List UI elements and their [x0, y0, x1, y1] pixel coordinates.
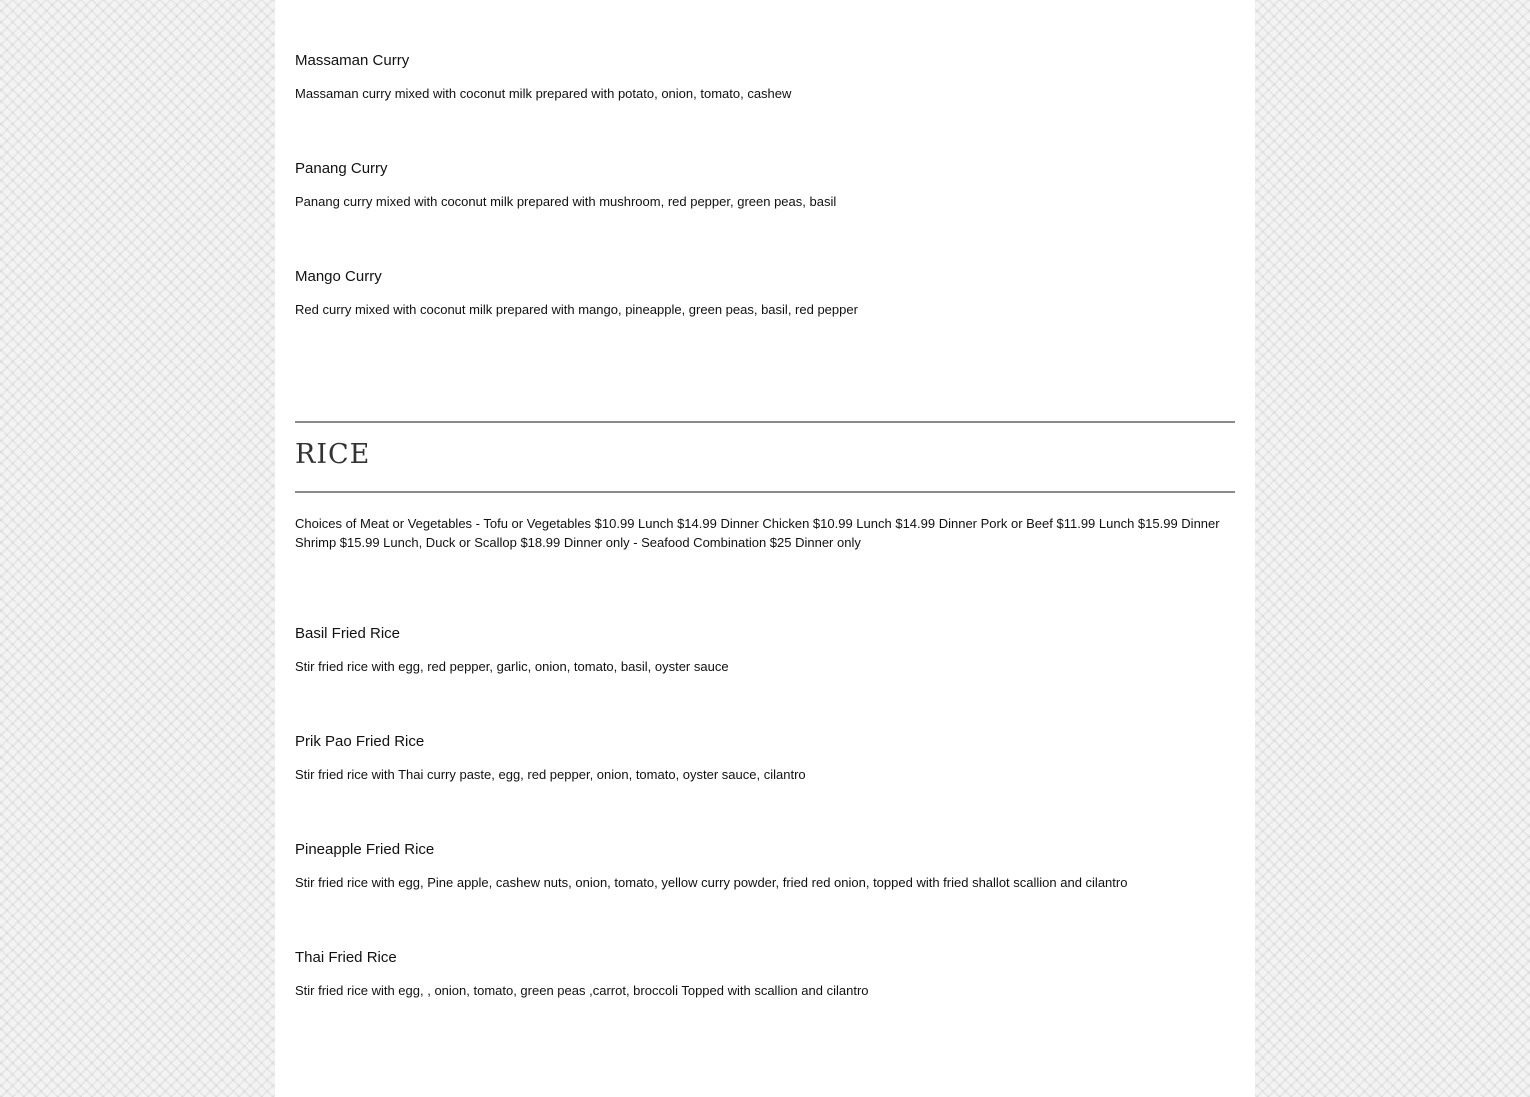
- section-divider-bottom: [295, 491, 1235, 493]
- menu-item-name: Massaman Curry: [295, 52, 410, 69]
- menu-item-mango-curry: [295, 268, 1235, 319]
- menu-item-name: Prik Pao Fried Rice: [295, 733, 425, 750]
- section-intro-pricing: Choices of Meat or Vegetables - Tofu or Vegetables $10.99 Lunch $14.99 Dinner Chicken $10.99 Lunch $14.99 Dinner Pork or Beef $11.99 Lunch $15.99 Dinner Shrimp $15.99 Lunch, Duck or Scallop $18.99 Dinner only - Seafood Combination $25 Dinner only: [295, 516, 1220, 550]
- menu-item-name: Thai Fried Rice: [295, 949, 397, 966]
- menu-item-description: Red curry mixed with coconut milk prepared with mango, pineapple, green peas, basil, red pepper: [295, 302, 858, 317]
- menu-item-name: Mango Curry: [295, 268, 382, 285]
- menu-item-name: Basil Fried Rice: [295, 625, 401, 642]
- menu-item-description: Stir fried rice with egg, red pepper, garlic, onion, tomato, basil, oyster sauce: [295, 659, 729, 674]
- menu-item-description: Panang curry mixed with coconut milk prepared with mushroom, red pepper, green peas, basil: [295, 194, 837, 209]
- menu-item-name: Panang Curry: [295, 160, 388, 177]
- section-title: RICE: [295, 439, 371, 470]
- menu-item-description: Stir fried rice with egg, Pine apple, cashew nuts, onion, tomato, yellow curry powder, fried red onion, topped with fried shallot scallion and cilantro: [295, 875, 1128, 890]
- menu-item-description: Stir fried rice with Thai curry paste, egg, red pepper, onion, tomato, oyster sauce, cilantro: [295, 767, 806, 782]
- menu-panel: [275, 0, 1255, 1097]
- menu-item-description: Stir fried rice with egg, , onion, tomato, green peas ,carrot, broccoli Topped with scallion and cilantro: [295, 983, 869, 998]
- menu-item-name: Pineapple Fried Rice: [295, 841, 435, 858]
- menu-item-description: Massaman curry mixed with coconut milk prepared with potato, onion, tomato, cashew: [295, 86, 792, 101]
- menu-item-thai-fried-rice: [295, 949, 1235, 1000]
- menu-item-massaman-curry: [295, 52, 1235, 103]
- menu-item-panang-curry: [295, 160, 1235, 211]
- menu-item-basil-fried-rice: [295, 625, 1235, 676]
- section-divider-top: [295, 421, 1235, 423]
- menu-item-prik-pao-fried-rice: [295, 733, 1235, 784]
- menu-item-pineapple-fried-rice: [295, 841, 1235, 892]
